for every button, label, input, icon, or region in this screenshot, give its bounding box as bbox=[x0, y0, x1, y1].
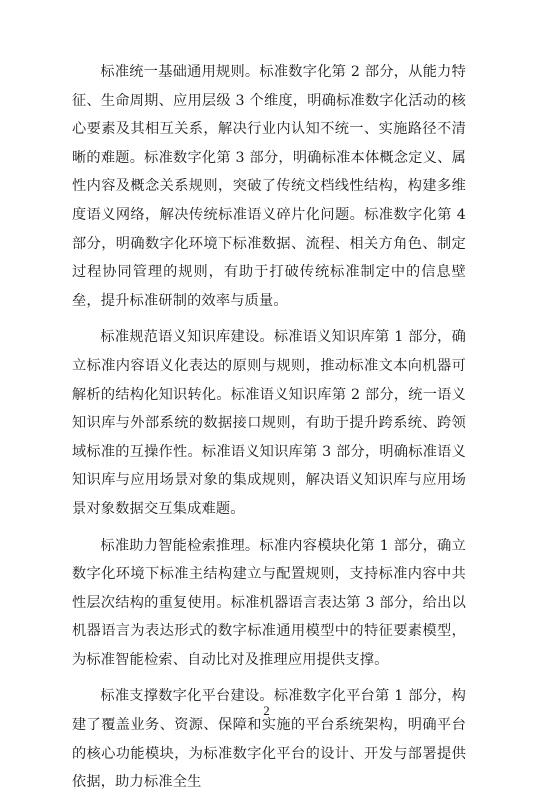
document-body bbox=[72, 58, 466, 805]
paragraph-semantic-knowledge-base: 标准规范语义知识库建设。标准语义知识库第 1 部分，确立标准内容语义化表达的原则与规则，推动标准文本向机器可解析的结构化知识转化。标准语义知识库第 2 部分，统一语义知识库与外部系统的数据接口规则，有助于提升跨系统、跨领域标准的互操作性。标准语义知识库第 3 部分，明确标准语义知识库与应用场景对象的集成规则，解决语义知识库与应用场景对象数据交互集成难题。 bbox=[72, 329, 466, 517]
paragraph-standard-unification: 标准统一基础通用规则。标准数字化第 2 部分，从能力特征、生命周期、应用层级 3 个维度，明确标准数字化活动的核心要素及其相互关系，解决行业内认知不统一、实施路径不清晰的难题。标准数字化第 3 部分，明确标准本体概念定义、属性内容及概念关系规则，突破了传统文档线性结构，构建多维度语义网络，解决传统标准语义碎片化问题。标准数字化第 4 部分，明确数字化环境下标准数据、流程、相关方角色、制定过程协同管理的规则，有助于打破传统标准制定中的信息壁垒，提升标准研制的效率与质量。 bbox=[72, 64, 466, 309]
paragraph-intelligent-retrieval: 标准助力智能检索推理。标准内容模块化第 1 部分，确立数字化环境下标准主结构建立与配置规则，支持标准内容中共性层次结构的重复使用。标准机器语言表达第 3 部分，给出以机器语言为表达形式的数字标准通用模型中的特征要素模型，为标准智能检索、自动比对及推理应用提供支撑。 bbox=[72, 537, 466, 668]
page-number: 2 bbox=[263, 703, 270, 718]
paragraph-digital-platform: 标准支撑数字化平台建设。标准数字化平台第 1 部分，构建了覆盖业务、资源、保障和实施的平台系统架构，明确平台的核心功能模块，为标准数字化平台的设计、开发与部署提供依据，助力标准全生 bbox=[72, 688, 466, 791]
